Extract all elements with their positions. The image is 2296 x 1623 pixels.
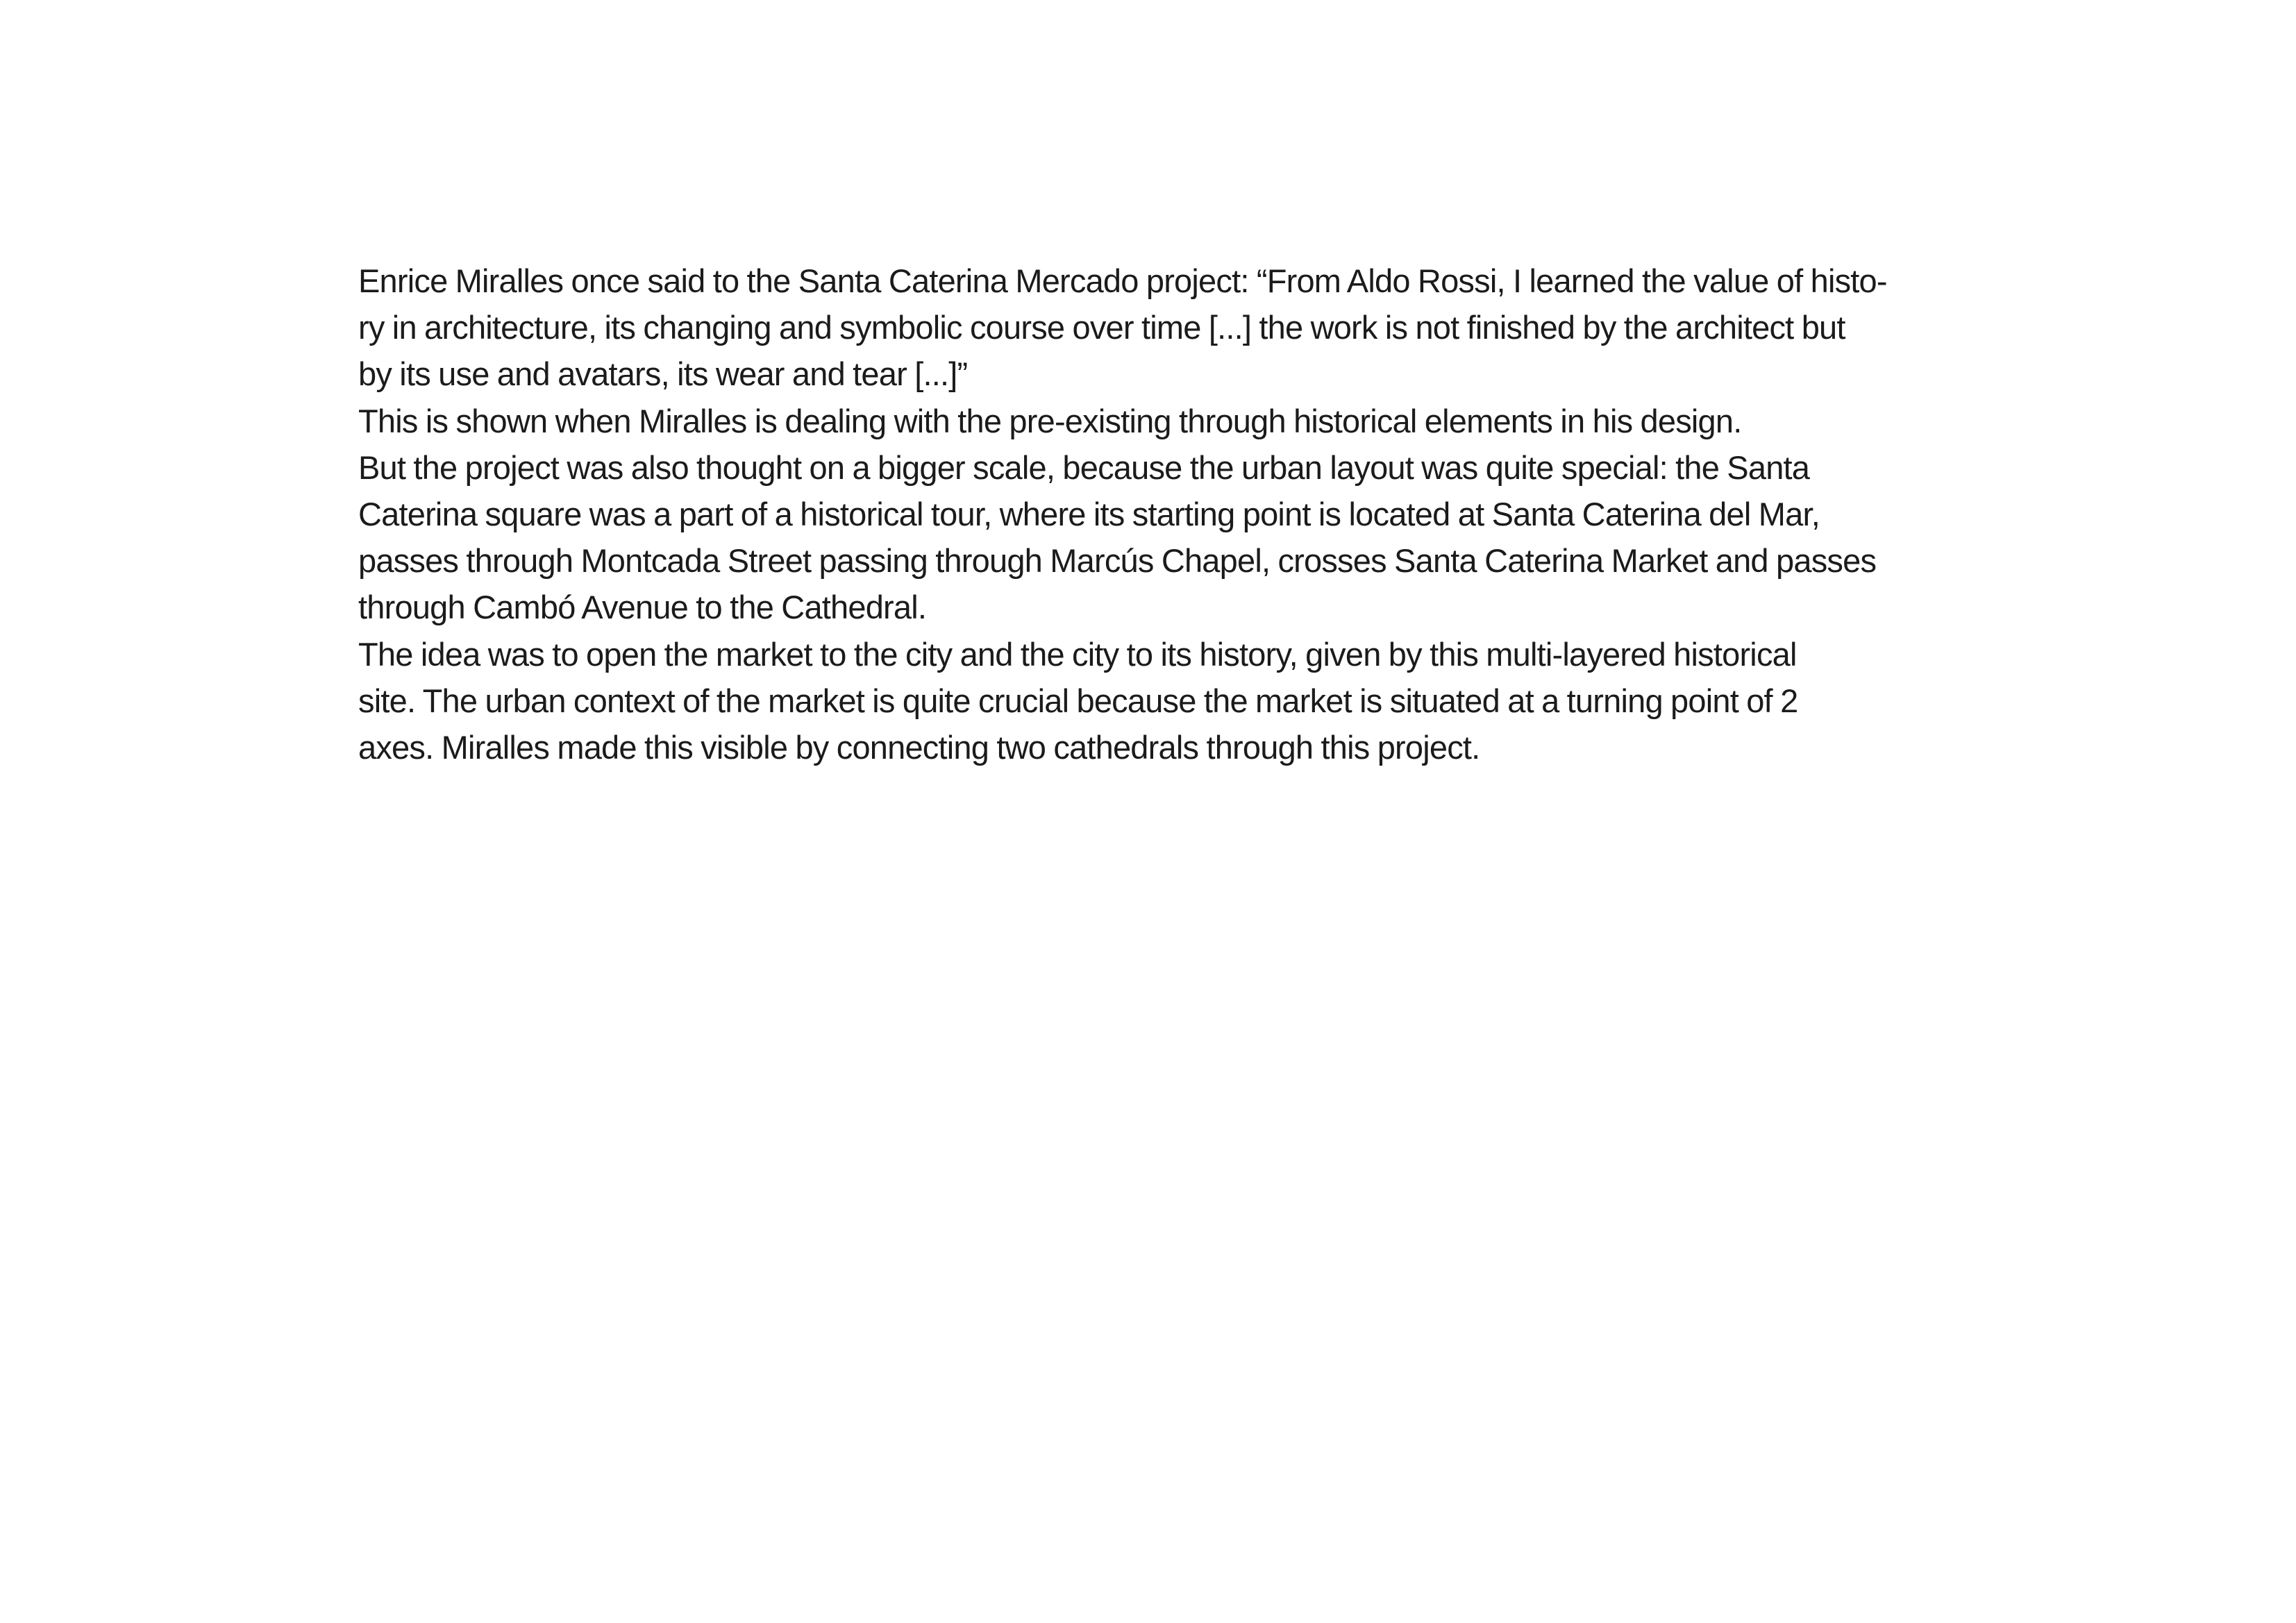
text-line-11: axes. Miralles made this visible by connecting two cathedrals through this project. [358, 729, 1480, 766]
text-line-6: Caterina square was a part of a historical tour, where its starting point is located at Santa Caterina del Mar, [358, 496, 1820, 533]
text-line-1: Enrice Miralles once said to the Santa Caterina Mercado project: “From Aldo Rossi, I learned the value of histo- [358, 262, 1887, 299]
text-line-8: through Cambó Avenue to the Cathedral. [358, 589, 927, 626]
text-line-4: This is shown when Miralles is dealing with the pre-existing through historical elements in his design. [358, 402, 1742, 439]
text-line-9: The idea was to open the market to the city and the city to its history, given by this multi-layered historical [358, 635, 1797, 673]
text-line-5: But the project was also thought on a bigger scale, because the urban layout was quite special: the Santa [358, 448, 1810, 486]
text-line-2: ry in architecture, its changing and symbolic course over time [...] the work is not finished by the architect but [358, 309, 1845, 346]
body-text [358, 258, 1955, 771]
text-line-7: passes through Montcada Street passing through Marcús Chapel, crosses Santa Caterina Market and passes [358, 542, 1877, 580]
text-line-10: site. The urban context of the market is quite crucial because the market is situated at a turning point of 2 [358, 682, 1798, 719]
text-line-3: by its use and avatars, its wear and tear [...]” [358, 355, 968, 393]
